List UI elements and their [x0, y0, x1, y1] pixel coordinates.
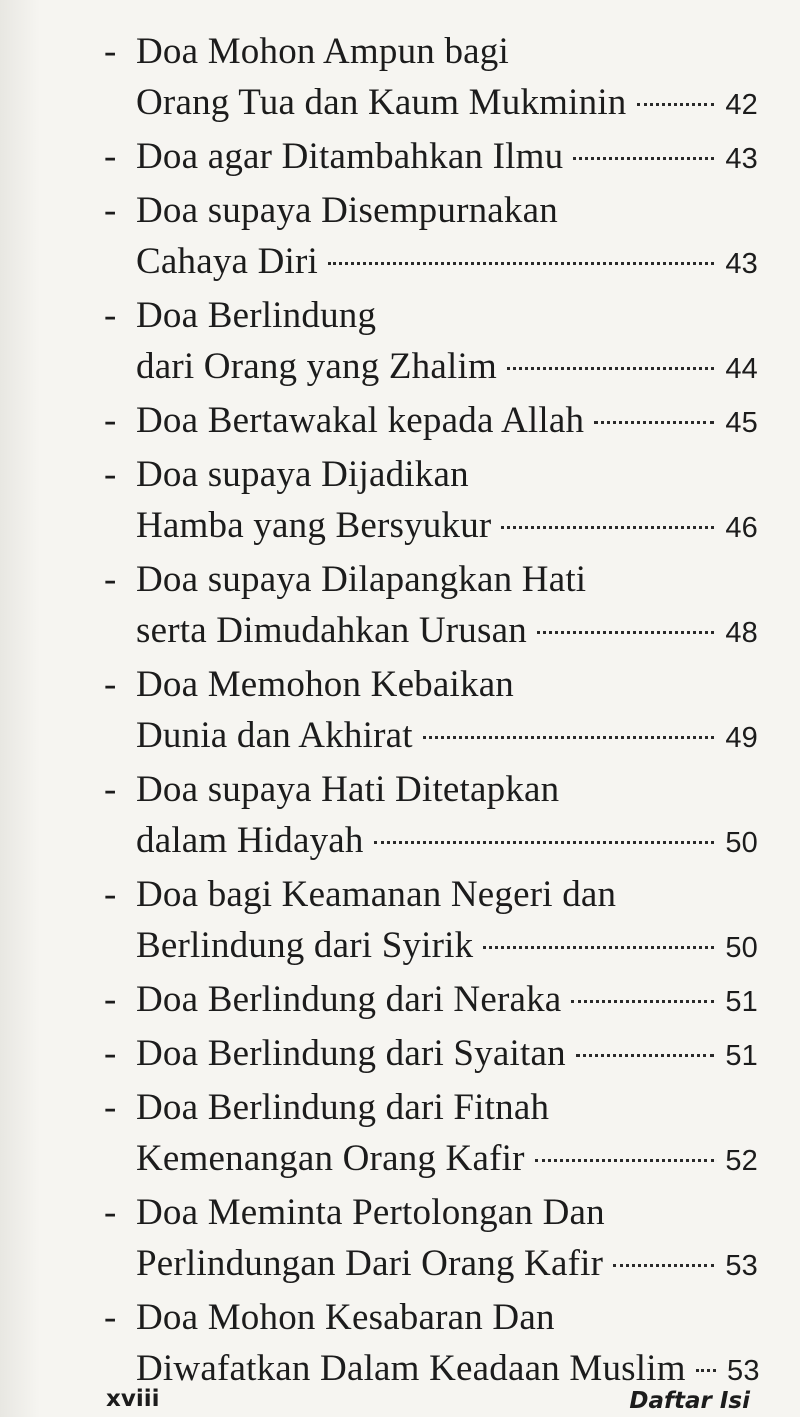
- entry-dash: -: [104, 769, 117, 810]
- entry-title-line: Doa supaya Hati Ditetapkan: [136, 769, 560, 810]
- entry-title-line: serta Dimudahkan Urusan: [136, 610, 527, 651]
- entry-title-line: Orang Tua dan Kaum Mukminin: [136, 82, 627, 123]
- entry-title-line: Hamba yang Bersyukur: [136, 505, 492, 546]
- entry-page-number: 52: [725, 1145, 758, 1177]
- dot-leader: [594, 421, 714, 424]
- entry-page-number: 43: [725, 248, 758, 280]
- entry-final-row: [136, 131, 758, 185]
- entry-dash: -: [104, 1192, 117, 1233]
- entry-page-number: 50: [725, 827, 758, 859]
- dot-leader: [613, 1264, 714, 1267]
- entry-title-line: Kemenangan Orang Kafir: [136, 1138, 525, 1179]
- dot-leader: [571, 1000, 714, 1003]
- section-label: Daftar Isi: [629, 1388, 750, 1414]
- entry-title-line: Doa agar Ditambahkan Ilmu: [136, 136, 564, 177]
- entry-final-row: [136, 1133, 758, 1187]
- toc-entry: [100, 395, 760, 449]
- entry-page-number: 48: [725, 617, 758, 649]
- entry-title-line: Doa supaya Dilapangkan Hati: [136, 559, 587, 600]
- entry-page-number: 49: [725, 722, 758, 754]
- entry-page-number: 53: [727, 1355, 760, 1387]
- entry-dash: -: [104, 454, 117, 495]
- entry-title-line: Doa Berlindung: [136, 295, 377, 336]
- toc-entry: [100, 1292, 760, 1397]
- entry-page-number: 53: [725, 1250, 758, 1282]
- dot-leader: [573, 157, 714, 160]
- entry-final-row: [136, 605, 758, 659]
- entry-dash: -: [104, 1297, 117, 1338]
- entry-title-line: Dunia dan Akhirat: [136, 715, 413, 756]
- toc-entry: [100, 131, 760, 185]
- toc-entry: [100, 1028, 760, 1082]
- entry-title-line: Doa Bertawakal kepada Allah: [136, 400, 585, 441]
- entry-title-line: Doa Berlindung dari Syaitan: [136, 1033, 566, 1074]
- entry-final-row: [136, 1028, 758, 1082]
- entry-dash: -: [104, 400, 117, 441]
- entry-title-line: dari Orang yang Zhalim: [136, 346, 497, 387]
- dot-leader: [637, 103, 714, 106]
- entry-title-line: Doa Berlindung dari Fitnah: [136, 1087, 550, 1128]
- toc-entry: [100, 1082, 760, 1187]
- entry-title-line: Diwafatkan Dalam Keadaan Muslim: [136, 1348, 686, 1389]
- entry-title-line: Doa bagi Keamanan Negeri dan: [136, 874, 617, 915]
- table-of-contents: [100, 26, 760, 1397]
- entry-final-row: [136, 815, 758, 869]
- entry-title-line: Doa supaya Dijadikan: [136, 454, 469, 495]
- dot-leader: [696, 1369, 716, 1372]
- entry-final-row: [136, 77, 758, 131]
- entry-page-number: 51: [725, 1040, 758, 1072]
- entry-page-number: 42: [725, 89, 758, 121]
- toc-entry: [100, 185, 760, 290]
- dot-leader: [501, 526, 714, 529]
- entry-title-line: Doa supaya Disempurnakan: [136, 190, 558, 231]
- entry-title-line: Perlindungan Dari Orang Kafir: [136, 1243, 604, 1284]
- toc-entry: [100, 449, 760, 554]
- entry-title-line: Doa Mohon Ampun bagi: [136, 31, 509, 72]
- entry-final-row: [136, 710, 758, 764]
- entry-title-line: Doa Berlindung dari Neraka: [136, 979, 562, 1020]
- toc-entry: [100, 1187, 760, 1292]
- dot-leader: [535, 1159, 714, 1162]
- entry-dash: -: [104, 31, 117, 72]
- toc-entry: [100, 659, 760, 764]
- entry-final-row: [136, 974, 758, 1028]
- entry-page-number: 50: [725, 932, 758, 964]
- entry-title-line: Berlindung dari Syirik: [136, 925, 474, 966]
- dot-leader: [423, 736, 714, 739]
- entry-dash: -: [104, 295, 117, 336]
- toc-entry: [100, 764, 760, 869]
- entry-page-number: 51: [725, 986, 758, 1018]
- entry-title-line: Doa Mohon Kesabaran Dan: [136, 1297, 555, 1338]
- entry-dash: -: [104, 559, 117, 600]
- entry-dash: -: [104, 1087, 117, 1128]
- entry-final-row: [136, 341, 758, 395]
- dot-leader: [537, 631, 714, 634]
- dot-leader: [507, 367, 714, 370]
- entry-title-line: Cahaya Diri: [136, 241, 318, 282]
- entry-final-row: [136, 395, 758, 449]
- entry-page-number: 45: [725, 407, 758, 439]
- entry-page-number: 46: [725, 512, 758, 544]
- entry-dash: -: [104, 664, 117, 705]
- entry-title-line: dalam Hidayah: [136, 820, 364, 861]
- toc-entry: [100, 26, 760, 131]
- entry-final-row: [136, 236, 758, 290]
- toc-entry: [100, 869, 760, 974]
- dot-leader: [374, 841, 714, 844]
- entry-title-line: Doa Meminta Pertolongan Dan: [136, 1192, 605, 1233]
- entry-page-number: 43: [725, 143, 758, 175]
- entry-dash: -: [104, 1033, 117, 1074]
- page-number-label: xviii: [106, 1386, 160, 1412]
- entry-final-row: [136, 920, 758, 974]
- toc-entry: [100, 974, 760, 1028]
- dot-leader: [483, 946, 714, 949]
- entry-title-line: Doa Memohon Kebaikan: [136, 664, 515, 705]
- dot-leader: [576, 1054, 714, 1057]
- toc-entry: [100, 290, 760, 395]
- entry-final-row: [136, 500, 758, 554]
- toc-entry: [100, 554, 760, 659]
- entry-page-number: 44: [725, 353, 758, 385]
- entry-dash: -: [104, 979, 117, 1020]
- entry-dash: -: [104, 190, 117, 231]
- entry-dash: -: [104, 136, 117, 177]
- dot-leader: [328, 262, 714, 265]
- entry-dash: -: [104, 874, 117, 915]
- entry-final-row: [136, 1238, 758, 1292]
- gutter-shadow: [0, 0, 40, 1417]
